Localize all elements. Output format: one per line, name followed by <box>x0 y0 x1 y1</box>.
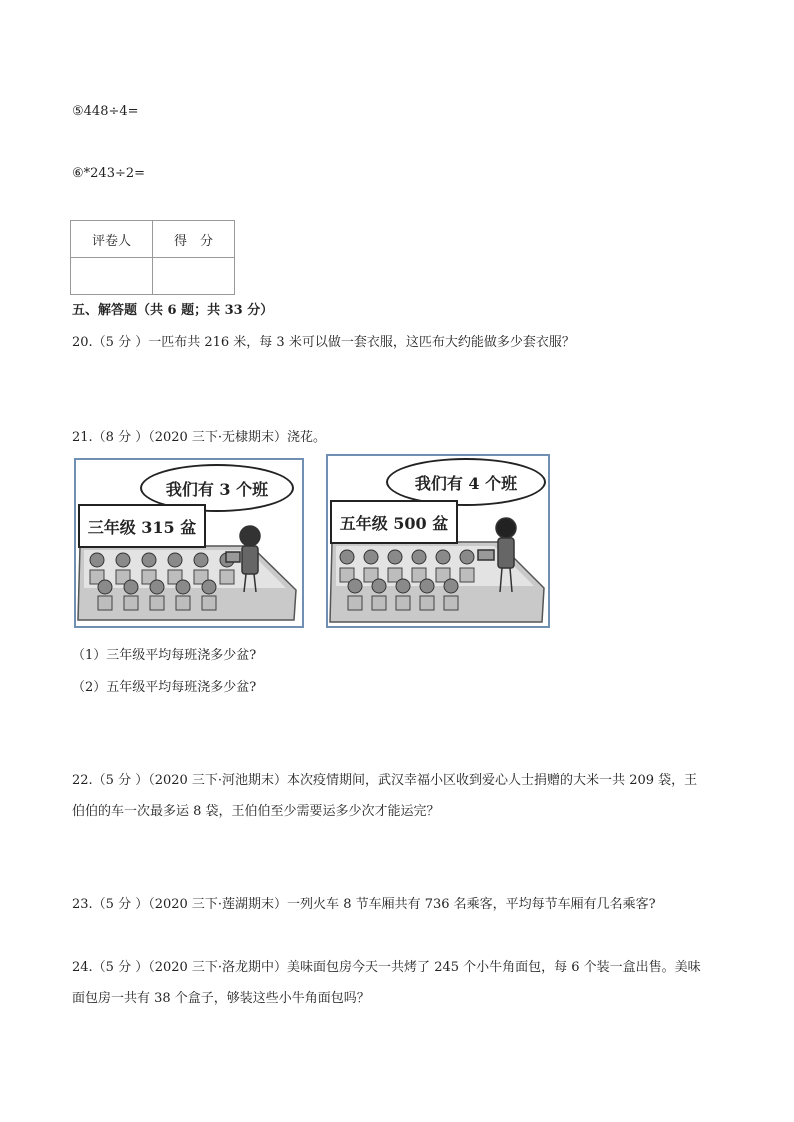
question-20: 20.（5 分 ）一匹布共 216 米，每 3 米可以做一套衣服，这匹布大约能做多少套衣服？ <box>72 335 575 350</box>
score-table-score-header: 得 分 <box>153 221 235 258</box>
score-table-score-cell <box>153 258 235 295</box>
speech-bubble-grade3: 我们有 3 个班 <box>140 464 294 512</box>
question-24-line-2: 面包房一共有 38 个盒子，够装这些小牛角面包吗？ <box>72 991 370 1006</box>
section-heading: 五、解答题（共 6 题；共 33 分） <box>72 303 274 318</box>
watering-picture-grade3 <box>74 458 304 628</box>
question-22-line-1: 22.（5 分 ）（2020 三下·河池期末）本次疫情期间，武汉幸福小区收到爱心人士捐赠的大米一共 209 袋，王 <box>72 773 698 788</box>
question-24-line-1: 24.（5 分 ）（2020 三下·洛龙期中）美味面包房今天一共烤了 245 个小牛角面包，每 6 个装一盒出售。美味 <box>72 960 701 975</box>
calc-item-6: ⑥*243÷2= <box>72 166 146 181</box>
score-table <box>70 220 235 295</box>
score-table-grader-header: 评卷人 <box>71 221 153 258</box>
calc-item-5: ⑤448÷4= <box>72 104 139 119</box>
label-grade3-pots: 三年级 315 盆 <box>78 504 206 548</box>
label-grade5-pots: 五年级 500 盆 <box>330 500 458 544</box>
score-table-grader-cell <box>71 258 153 295</box>
question-21: 21.（8 分 ）（2020 三下·无棣期末）浇花。 <box>72 430 327 445</box>
question-21-sub-2: （2）五年级平均每班浇多少盆? <box>72 680 257 695</box>
watering-picture-grade5 <box>326 454 550 628</box>
question-23: 23.（5 分 ）（2020 三下·莲湖期末）一列火车 8 节车厢共有 736 名乘客，平均每节车厢有几名乘客? <box>72 897 656 912</box>
speech-bubble-grade5: 我们有 4 个班 <box>386 458 546 506</box>
question-22-line-2: 伯伯的车一次最多运 8 袋，王伯伯至少需要运多少次才能运完？ <box>72 804 440 819</box>
question-21-sub-1: （1）三年级平均每班浇多少盆? <box>72 648 257 663</box>
